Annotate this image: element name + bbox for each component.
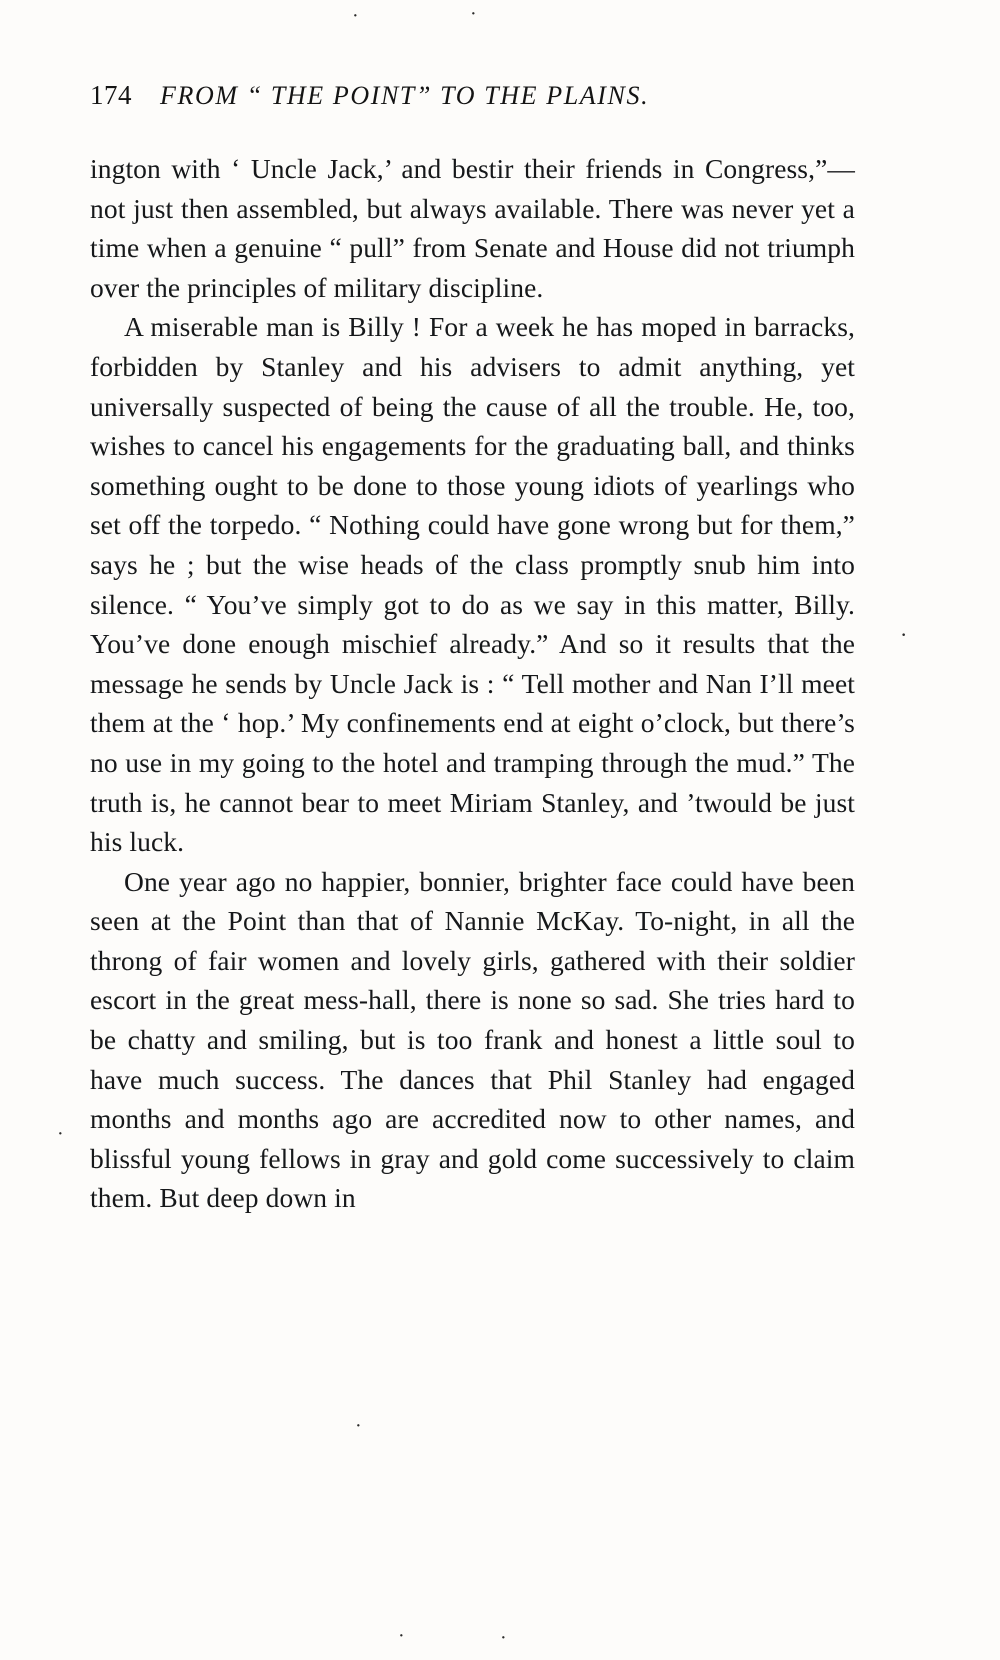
running-head bbox=[90, 80, 855, 111]
paragraph-continued: ington with ‘ Uncle Jack,’ and bestir their friends in Congress,”—not just then assembled, but always available. There was never yet a time when a genuine “ pull” from Senate and House did not triumph over the principles of military discipline. bbox=[90, 153, 855, 303]
page-title: FROM “ THE POINT” TO THE PLAINS. bbox=[160, 81, 650, 110]
page-number: 174 bbox=[90, 80, 132, 110]
paragraph-billy: A miserable man is Billy ! For a week he has moped in barracks, forbidden by Stanley and his advisers to admit anything, yet universally suspected of being the cause of all the trouble. He, too, wishes to cancel his engagements for the graduating ball, and thinks something ought to be done to those young idiots of yearlings who set off the torpedo. “ Nothing could have gone wrong but for them,” says he ; but the wise heads of the class promptly snub him into silence. “ You’ve simply got to do as we say in this matter, Billy. You’ve done enough mischief already.” And so it results that the message he sends by Uncle Jack is : “ Tell mother and Nan I’ll meet them at the ‘ hop.’ My confinements end at eight o’clock, but there’s no use in my going to the hotel and tramping through the mud.” The truth is, he cannot bear to meet Miriam Stanley, and ’twould be just his luck. bbox=[90, 311, 855, 858]
speck-mark-bottom-middle: · bbox=[355, 1415, 362, 1437]
speck-mark-bottom-left: · bbox=[398, 1625, 405, 1647]
speck-mark-bottom-right: · bbox=[500, 1627, 507, 1649]
speck-mark-top-right: · bbox=[470, 3, 477, 25]
page-content bbox=[90, 80, 855, 1218]
speck-mark-top-left: · bbox=[352, 5, 359, 27]
speck-mark-right: · bbox=[900, 622, 908, 647]
body-text bbox=[90, 149, 855, 1218]
speck-mark-left: · bbox=[57, 1123, 64, 1145]
paragraph-nannie: One year ago no happier, bonnier, brighter face could have been seen at the Point than that of Nannie McKay. To-night, in all the throng of fair women and lovely girls, gathered with their soldier escort in the great mess-hall, there is none so sad. She tries hard to be chatty and smiling, but is too frank and honest a little soul to have much success. The dances that Phil Stanley had engaged months and months ago are accredited now to other names, and blissful young fellows in gray and gold come successively to claim them. But deep down in bbox=[90, 865, 855, 1214]
